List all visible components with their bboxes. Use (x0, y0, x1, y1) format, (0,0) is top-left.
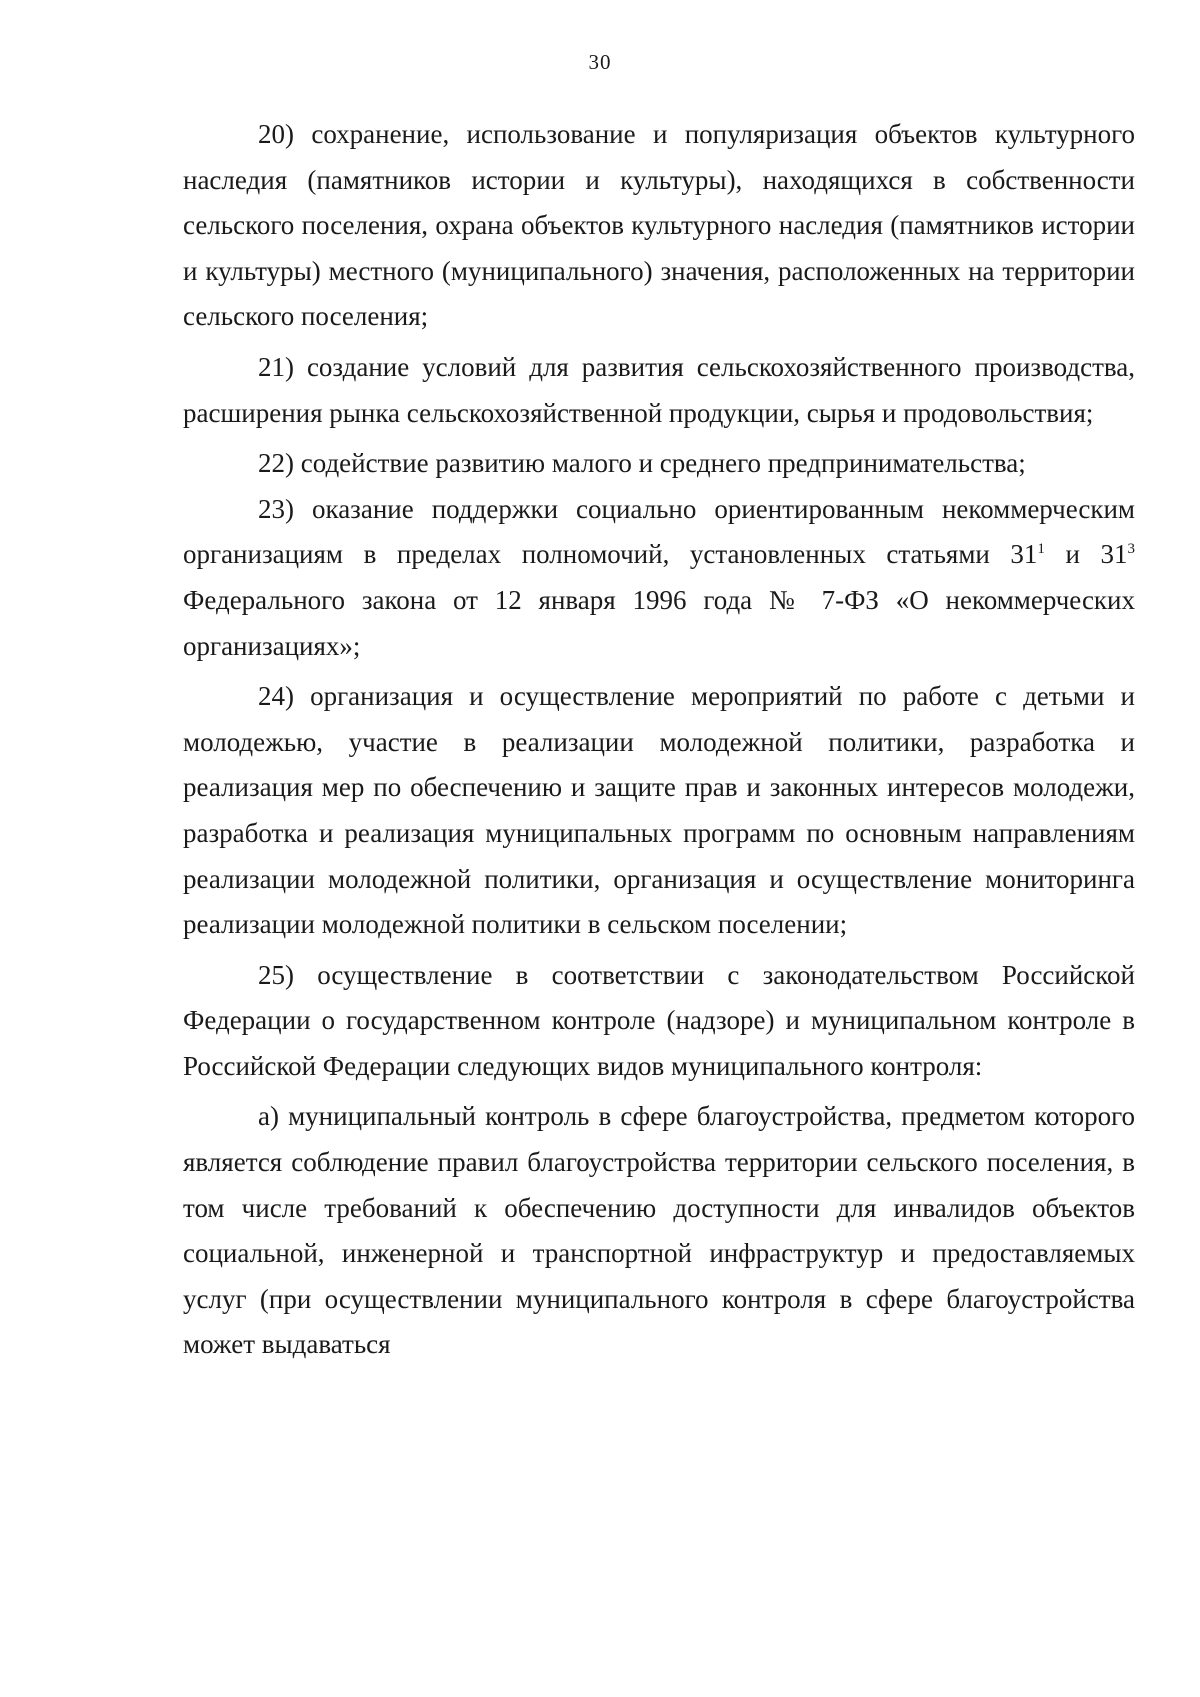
paragraph-23-text-before: 23) оказание поддержки социально ориентированным некоммерческим организациям в пределах полномочий, установленных статьями 31 (183, 493, 1135, 570)
paragraph-23-text-middle: и 31 (1044, 539, 1128, 570)
page-number: 30 (588, 50, 612, 74)
paragraph-item-22: 22) содействие развитию малого и среднего предпринимательства; (258, 448, 1026, 479)
superscript-3: 3 (1127, 541, 1135, 558)
paragraph-item-21: 21) создание условий для развития сельскохозяйственного производства, расширения рынка сельскохозяйственной продукции, сырья и продовольствия; (183, 351, 1135, 428)
paragraph-item-20: 20) сохранение, использование и популяризация объектов культурного наследия (памятников истории и культуры), находящихся в собственности сельского поселения, охрана объектов культурного наследия (памятников истории и культуры) местного (муниципального) значения, расположенных на территории сельского поселения; (183, 119, 1135, 332)
paragraph-23-text-after: Федерального закона от 12 января 1996 года № 7-ФЗ «О некоммерческих организациях»; (183, 584, 1135, 661)
paragraph-item-25: 25) осуществление в соответствии с законодательством Российской Федерации о государственном контроле (надзоре) и муниципальном контроле в Российской Федерации следующих видов муниципального контроля: (183, 959, 1135, 1081)
paragraph-item-24: 24) организация и осуществление мероприятий по работе с детьми и молодежью, участие в реализации молодежной политики, разработка и реализация мер по обеспечению и защите прав и законных интересов молодежи, разработка и реализация муниципальных программ по основным направлениям реализации молодежной политики, организация и осуществление мониторинга реализации молодежной политики в сельском поселении; (183, 681, 1135, 940)
paragraph-item-a: а) муниципальный контроль в сфере благоустройства, предметом которого является соблюдение правил благоустройства территории сельского поселения, в том числе требований к обеспечению доступности для инвалидов объектов социальной, инженерной и транспортной инфраструктур и предоставляемых услуг (при осуществлении муниципального контроля в сфере благоустройства может выдаваться (183, 1101, 1135, 1360)
superscript-1: 1 (1037, 541, 1045, 558)
paragraph-item-23 (183, 487, 1135, 669)
document-body (183, 112, 1135, 1368)
